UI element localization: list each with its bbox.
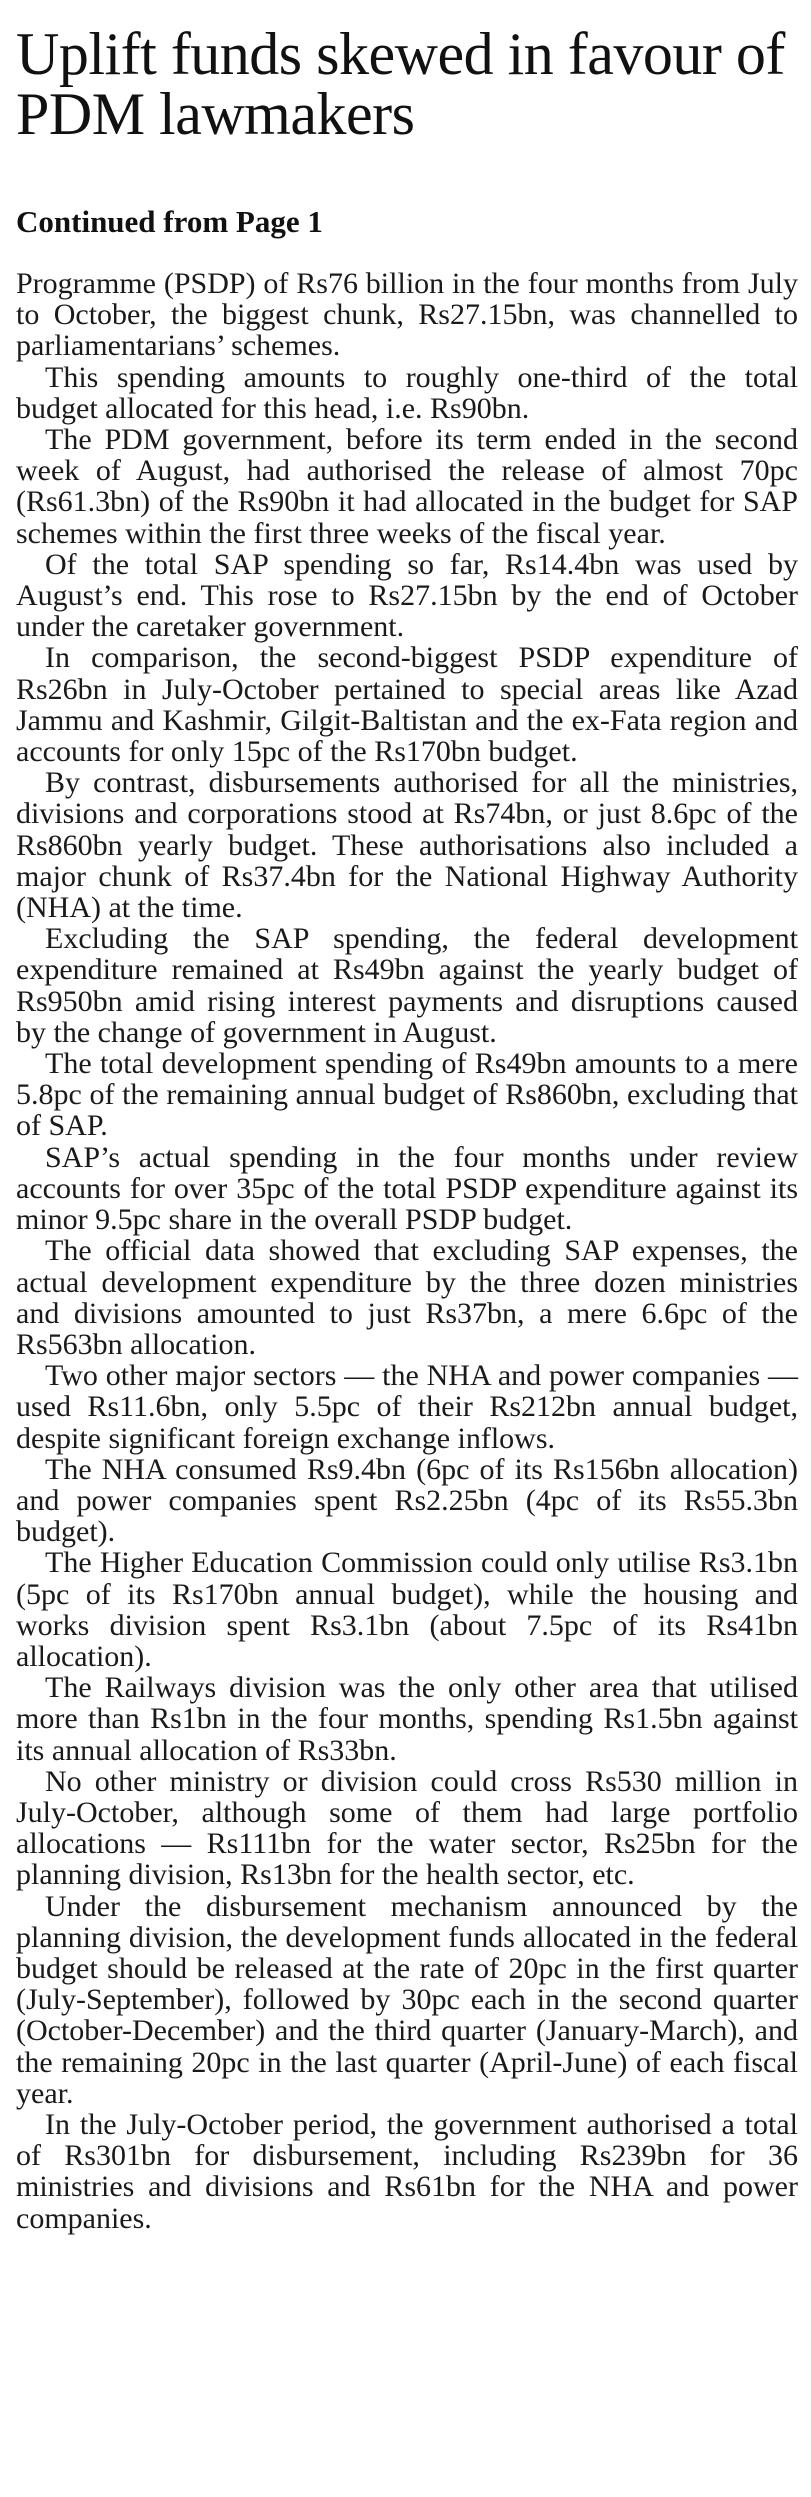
paragraph: SAP’s actual spending in the four months under review accounts for over 35pc of the total PSDP expenditure against its minor 9.5pc share in the overall PSDP budget. — [16, 1140, 798, 1237]
paragraph: The Higher Education Commission could only utilise Rs3.1bn (5pc of its Rs170bn annual budget), while the housing and works division spent Rs3.1bn (about 7.5pc of its Rs41bn allocation). — [16, 1546, 798, 1673]
paragraph: In the July-October period, the government authorised a total of Rs301bn for disbursement, including Rs239bn for 36 ministries and divisions and Rs61bn for the NHA and power companies. — [16, 2107, 798, 2235]
paragraph: Of the total SAP spending so far, Rs14.4bn was used by August’s end. This rose to Rs27.15bn by the end of October under the caretaker government. — [16, 547, 798, 644]
paragraph: The total development spending of Rs49bn amounts to a mere 5.8pc of the remaining annual budget of Rs860bn, excluding that of SAP. — [16, 1047, 798, 1143]
continuation-kicker: Continued from Page 1 — [16, 204, 323, 239]
paragraph: No other ministry or division could cross Rs530 million in July-October, although some of them had large portfolio allocations — Rs111bn for the water sector, Rs25bn for the planning division, Rs13bn for the health sector, etc. — [16, 1764, 798, 1892]
paragraph: The PDM government, before its term ended in the second week of August, had authorised the release of almost 70pc (Rs61.3bn) of the Rs90bn it had allocated in the budget for SAP schemes within the first three weeks of the fiscal year. — [16, 423, 798, 550]
paragraph: Two other major sectors — the NHA and power companies — used Rs11.6bn, only 5.5pc of their Rs212bn annual budget, despite significant foreign exchange inflows. — [16, 1359, 798, 1455]
paragraph: In comparison, the second-biggest PSDP expenditure of Rs26bn in July-October pertained to special areas like Azad Jammu and Kashmir, Gilgit-Baltistan and the ex-Fata region and accounts for only 15pc of the Rs170bn budget. — [16, 641, 798, 769]
article — [16, 0, 798, 2234]
paragraph: By contrast, disbursements authorised for all the ministries, divisions and corporations stood at Rs74bn, or just 8.6pc of the Rs860bn yearly budget. These authorisations also included a major chunk of Rs37.4bn for the National Highway Authority (NHA) at the time. — [16, 766, 798, 925]
paragraph: The NHA consumed Rs9.4bn (6pc of its Rs156bn allocation) and power companies spent Rs2.25bn (4pc of its Rs55.3bn budget). — [16, 1452, 798, 1549]
paragraph: Excluding the SAP spending, the federal development expenditure remained at Rs49bn against the yearly budget of Rs950bn amid rising interest payments and disruptions caused by the change of government in August. — [16, 922, 798, 1049]
paragraph: Under the disbursement mechanism announced by the planning division, the development funds allocated in the federal budget should be released at the rate of 20pc in the first quarter (July-September), followed by 30pc each in the second quarter (October-December) and the third quarter (January-March), and the remaining 20pc in the last quarter (April-June) of each fiscal year. — [16, 1889, 798, 2110]
paragraph: The official data showed that excluding SAP expenses, the actual development expenditure by the three dozen ministries and divisions amounted to just Rs37bn, a mere 6.6pc of the Rs563bn allocation. — [16, 1234, 798, 1361]
paragraph: This spending amounts to roughly one-third of the total budget allocated for this head, i.e. Rs90bn. — [16, 360, 798, 425]
article-body — [16, 268, 798, 2234]
paragraph: Programme (PSDP) of Rs76 billion in the four months from July to October, the biggest chunk, Rs27.15bn, was channelled to parliamentarians’ schemes. — [16, 267, 798, 363]
headline: Uplift funds skewed in favour of PDM lawmakers — [16, 21, 785, 147]
paragraph: The Railways division was the only other area that utilised more than Rs1bn in the four months, spending Rs1.5bn against its annual allocation of Rs33bn. — [16, 1671, 798, 1767]
